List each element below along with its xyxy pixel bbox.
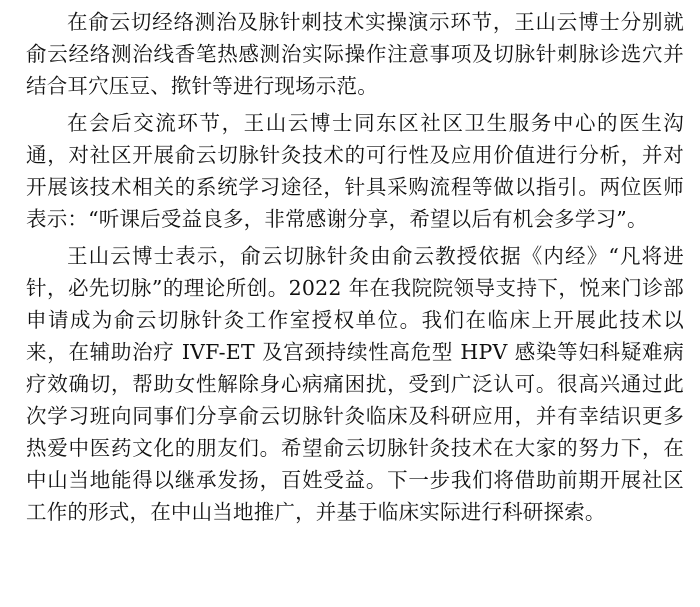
paragraph-exchange: 在会后交流环节，王山云博士同东区社区卫生服务中心的医生沟通，对社区开展俞云切脉针灸技术的可行性及应用价值进行分析，并对开展该技术相关的系统学习途径，针具采购流程等做以指引。两位医师表示：“听课后受益良多，非常感谢分享，希望以后有机会多学习”。 — [26, 111, 684, 231]
paragraph-statement: 王山云博士表示，俞云切脉针灸由俞云教授依据《内经》“凡将进针，必先切脉”的理论所创。2022 年在我院院领导支持下，悦来门诊部申请成为俞云切脉针灸工作室授权单位。我们在临床上开展此技术以来，在辅助治疗 IVF-ET 及宫颈持续性高危型 HPV 感染等妇科疑难病疗效确切，帮助女性解除身心病痛困扰，受到广泛认可。很高兴通过此次学习班向同事们分享俞云切脉针灸临床及科研应用，并有幸结识更多热爱中医药文化的朋友们。希望俞云切脉针灸技术在大家的努力下，在中山当地能得以继承发扬，百姓受益。下一步我们将借助前期开展社区工作的形式，在中山当地推广，并基于临床实际进行科研探索。 — [26, 244, 684, 524]
paragraph-demonstration: 在俞云切经络测治及脉针刺技术实操演示环节，王山云博士分别就俞云经络测治线香笔热感测治实际操作注意事项及切脉针刺脉诊选穴并结合耳穴压豆、揿针等进行现场示范。 — [26, 10, 684, 98]
document-body — [26, 6, 684, 528]
